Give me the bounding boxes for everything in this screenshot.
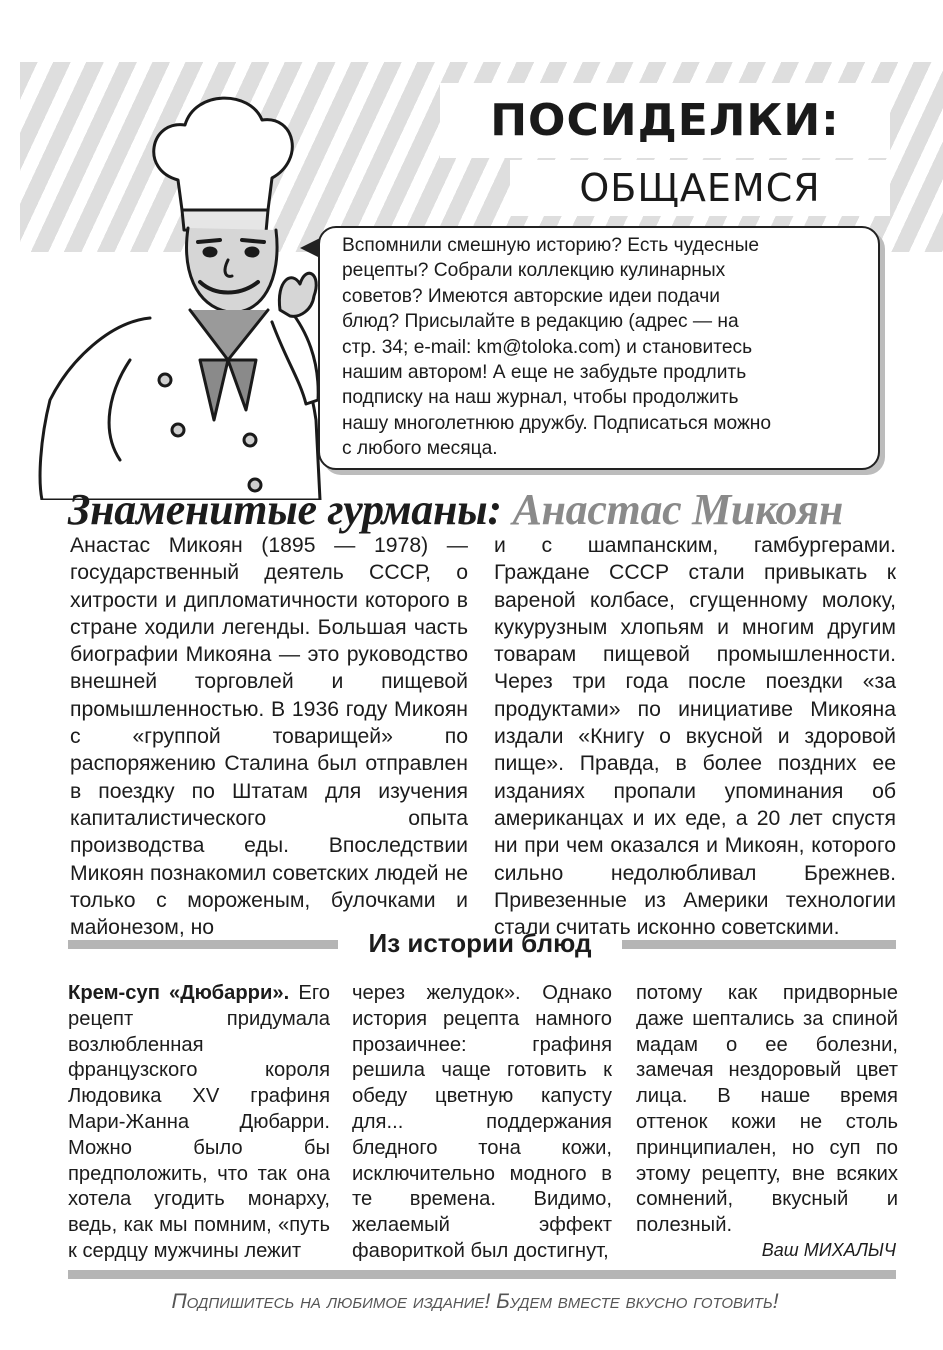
speech-bubble [318,226,880,470]
article-heading-name: Анастас Микоян [512,485,844,534]
recipe-column-1 [68,981,330,1265]
section-heading: Из истории блюд [368,928,592,958]
section-divider-right [622,940,896,949]
bubble-line: рецепты? Собрали коллекцию кулинарных [342,260,726,282]
bubble-line: блюд? Присылайте в редакцию (адрес — на [342,311,739,333]
article-column-right: и с шампанским, гамбургерами. Граждане СССР стали привыкать к вареной колбасе, сгущенному молоку, кукурузным хлопьям и многим другим товарам пищевой промышленности. Через три года после поездки «за продуктами» по инициативе Микояна издали «Книгу о вкусной и здоровой пище». Правда, в более поздних ее изданиях пропали упоминания об американцах и их еде, а 20 лет спустя ни при чем оказался и Микоян, которого сильно недолюбливал Брежнев. Привезенные из Америки технологии стали считать исконно советскими. [494,534,896,940]
article-column-left: Анастас Микоян (1895 — 1978) — государственный деятель СССР, о хитрости и дипломатичности которого в стране ходили легенды. Большая часть биографии Микояна — это руководство внешней торговлей и пищевой промышленностью. В 1936 году Микоян с «группой товарищей» по распоряжению Сталина был отправлен в поездку по Штатам для изучения капиталистического опыта производства еды. Впоследствии Микоян познакомил советских людей не только с мороженым, булочками и майонезом, но [70,534,468,940]
recipe-title: Крем-суп «Дюбарри». [68,982,290,1004]
footer-divider [68,1270,896,1279]
bubble-line: советов? Имеются авторские идеи подачи [342,285,720,307]
recipe-text-1: Его рецепт придумала возлюбленная французского короля Людовика XV графиня Мари-Жанна Дюбарри. Можно было бы предположить, что так она хотела угодить монарху, ведь, как мы помним, «путь к сердцу мужчины лежит [68,982,331,1262]
recipe-column-3: потому как придворные даже шептались за спиной мадам о ее болезни, замечая нездоровый цвет лица. В наше время оттенок кожи не столь принципиален, но суп по этому рецепту, вне всяких сомнений, вкусный и полезный. [636,982,898,1237]
section-subtitle: ОБЩАЕМСЯ [510,160,890,216]
bubble-line: нашу многолетнюю дружбу. Подписаться можно [342,412,772,434]
bubble-line: с любого месяца. [342,438,498,460]
article-heading [68,484,843,535]
bubble-line: стр. 34; e-mail: km@toloka.com) и становитесь [342,336,753,358]
section-title: ПОСИДЕЛКИ: [440,83,890,158]
footer-slogan: Подпишитесь на любимое издание! Будем вместе вкусно готовить! [171,1290,779,1313]
chef-illustration [0,60,360,500]
signature: Ваш МИХАЛЫЧ [761,1240,896,1260]
bubble-line: нашим автором! А еще не забудьте продлить [342,362,747,384]
article-heading-main: Знаменитые гурманы: [68,485,502,534]
speech-bubble-tail [300,238,320,258]
recipe-column-2: через желудок». Однако история рецепта намного прозаичнее: графиня решила чаще готовить к обеду цветную капусту для... поддержания бледного тона кожи, исключительно модного в те времена. Видимо, желаемый эффект фавориткой был достигнут, [352,982,612,1262]
bubble-line: Вспомнили смешную историю? Есть чудесные [342,235,760,256]
section-divider-left [68,940,338,949]
bubble-line: подписку на наш журнал, чтобы продолжить [342,387,739,409]
